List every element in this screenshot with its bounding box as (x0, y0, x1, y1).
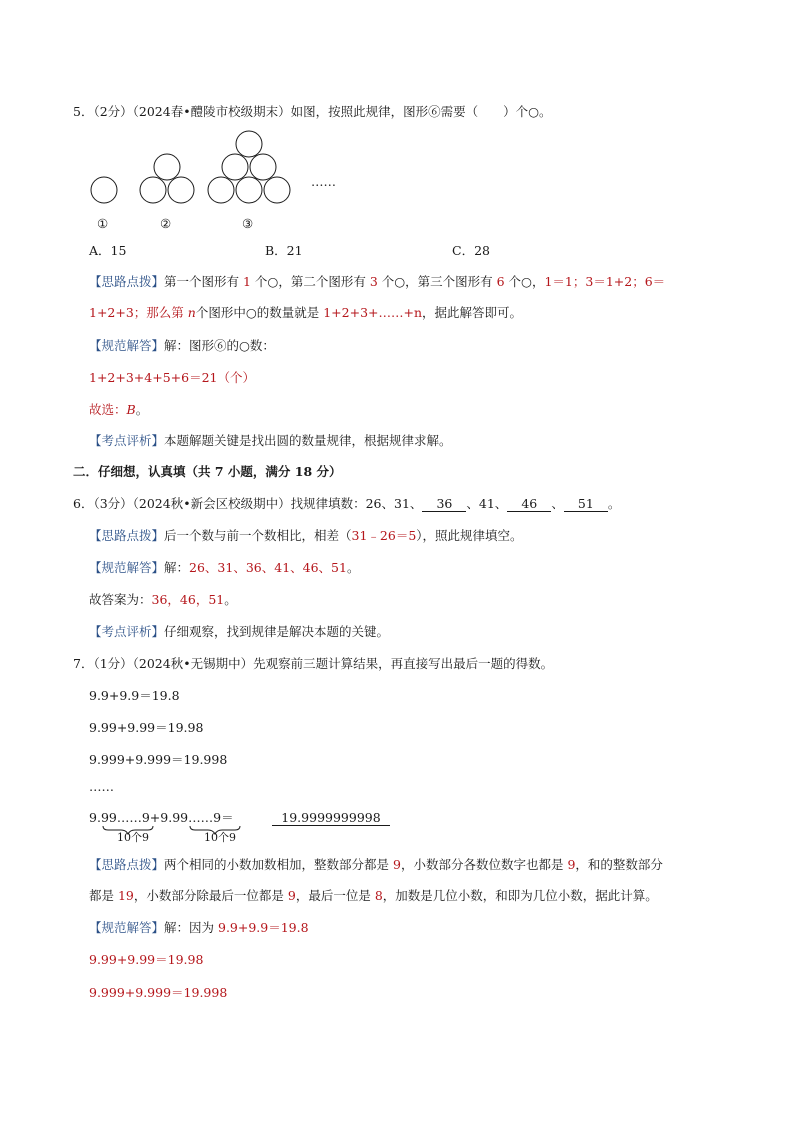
figure-label-2: ② (160, 216, 172, 231)
q7-ellipsis: …… (89, 779, 114, 794)
option-b: B．21 (265, 243, 303, 258)
q7-line-3: 9.999+9.999＝19.998 (89, 752, 228, 767)
q5-comment: 【考点评析】本题解题关键是找出圆的数量规律，根据规律求解。 (89, 433, 452, 448)
q7-answer: 【规范解答】解：因为 9.9+9.9＝19.8 (89, 920, 309, 935)
figure-label-3: ③ (242, 216, 254, 231)
repeating-digits: 99……9 (172, 810, 222, 825)
figure-label-1: ① (97, 216, 109, 231)
section-heading: 二．仔细想，认真填（共 7 小题，满分 18 分） (73, 464, 342, 479)
q5-calc: 1+2+3+4+5+6＝21（个） (89, 370, 255, 385)
figure2-circle (168, 177, 194, 203)
brace-label-2: 10个9 (204, 831, 236, 844)
q7-expression: 9.99……9+9.99……9＝ (89, 810, 234, 825)
q5-hint-line2: 1+2+3；那么第 n个图形中○的数量就是 1+2+3+……+n，据此解答即可。 (89, 305, 523, 320)
figure-ellipsis: …… (311, 174, 336, 189)
q6-final: 故答案为：36，46，51。 (89, 592, 237, 607)
q6-blank-2: 46 (507, 497, 551, 512)
figure3-circle (250, 154, 276, 180)
q6-blank-1: 36 (422, 497, 466, 512)
answer-tag: 【规范解答】 (89, 338, 165, 353)
q7-answer-line-2: 9.99+9.99＝19.98 (89, 952, 204, 967)
q5-answer: 【规范解答】解：图形⑥的○数： (89, 338, 275, 353)
repeating-digits: 99……9 (100, 810, 150, 825)
q5-hint-line1: 【思路点拨】第一个图形有 1 个○，第二个图形有 3 个○，第三个图形有 6 个○，1＝1；3＝1+2；6＝ (89, 274, 666, 289)
option-c: C．28 (452, 243, 490, 258)
figure3-circle (208, 177, 234, 203)
q6-stem: 6．（3分）（2024秋•新会区校级期中）找规律填数：26、31、 36 、41、 46 、 51 。 (73, 496, 621, 511)
figure1-circle (91, 177, 117, 203)
figure2-circle (154, 154, 180, 180)
figure3-circle (236, 131, 262, 157)
option-a: A．15 (89, 243, 127, 258)
q5-choose: 故选：B。 (89, 402, 149, 417)
q6-hint: 【思路点拨】后一个数与前一个数相比，相差（31﹣26＝5），照此规律填空。 (89, 528, 523, 543)
q7-answer-line-3: 9.999+9.999＝19.998 (89, 985, 228, 1000)
comment-tag: 【考点评析】 (89, 433, 165, 448)
q6-answer: 【规范解答】解：26、31、36、41、46、51。 (89, 560, 360, 575)
q6-blank-3: 51 (564, 497, 608, 512)
q7-hint-line1: 【思路点拨】两个相同的小数加数相加，整数部分都是 9，小数部分各数位数字也都是 9，和的整数部分 (89, 857, 663, 872)
figure2-circle (140, 177, 166, 203)
q7-hint-line2: 都是 19，小数部分除最后一位都是 9，最后一位是 8，加数是几位小数，和即为几位小数，据此计算。 (89, 888, 658, 903)
q7-line-1: 9.9+9.9＝19.8 (89, 688, 180, 703)
q7-line-2: 9.99+9.99＝19.98 (89, 720, 204, 735)
figure3-circle (236, 177, 262, 203)
hint-tag: 【思路点拨】 (89, 274, 165, 289)
q6-comment: 【考点评析】仔细观察，找到规律是解决本题的关键。 (89, 624, 390, 639)
q5-stem: 5．（2分）（2024春•醴陵市校级期末）如图，按照此规律，图形⑥需要（ ）个○。 (73, 104, 552, 119)
figure3-circle (264, 177, 290, 203)
q7-stem: 7．（1分）（2024秋•无锡期中）先观察前三题计算结果，再直接写出最后一题的得数。 (73, 656, 554, 671)
q7-answer-blank: 19.9999999998 (272, 810, 390, 826)
brace-label-1: 10个9 (117, 831, 149, 844)
figure3-circle (222, 154, 248, 180)
